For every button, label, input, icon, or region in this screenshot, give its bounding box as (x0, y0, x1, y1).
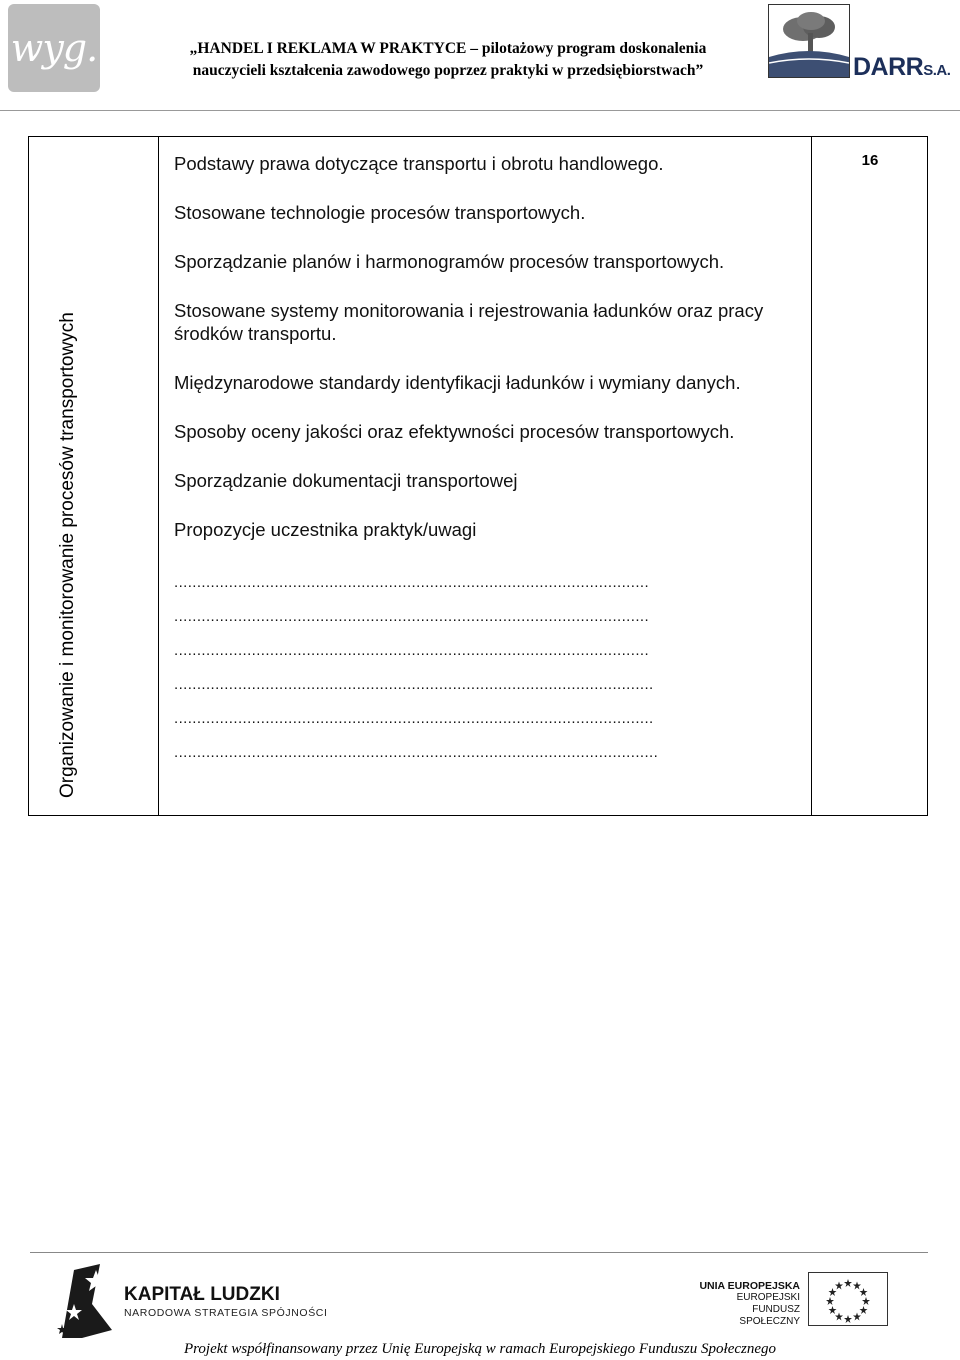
eu-line-2: EUROPEJSKI (736, 1292, 800, 1303)
dotted-line: ......................................................................................................... (174, 710, 654, 727)
darr-tree-logo (768, 4, 850, 78)
item-number: 16 (861, 152, 879, 169)
topic-item: Stosowane technologie procesów transportowych. (174, 202, 586, 223)
dotted-line: .......................................................................................................... (174, 744, 659, 761)
topic-item: Stosowane systemy monitorowania i rejestrowania ładunków oraz pracy środków transportu. (174, 300, 764, 344)
kapital-ludzki-subtitle: NARODOWA STRATEGIA SPÓJNOŚCI (124, 1307, 328, 1319)
eu-line-3: FUNDUSZ SPOŁECZNY (739, 1304, 800, 1327)
participant-notes-label: Propozycje uczestnika praktyk/uwagi (174, 519, 477, 540)
topic-item: Podstawy prawa dotyczące transportu i obrotu handlowego. (174, 153, 664, 174)
dotted-line: ........................................................................................................ (174, 608, 650, 625)
topic-item: Międzynarodowe standardy identyfikacji ładunków i wymiany danych. (174, 372, 741, 393)
header-title (148, 38, 748, 82)
footer-cofinancing-note: Projekt współfinansowany przez Unię Europejską w ramach Europejskiego Funduszu Społecznego (183, 1341, 777, 1357)
dotted-line: ........................................................................................................ (174, 642, 650, 659)
header-divider (0, 110, 960, 111)
dotted-line: ......................................................................................................... (174, 676, 654, 693)
darr-name: DARR (853, 53, 924, 81)
eu-fund-label (690, 1280, 800, 1328)
topic-item: Sporządzanie planów i harmonogramów procesów transportowych. (174, 251, 725, 272)
header-title-line-1: „HANDEL I REKLAMA W PRAKTYCE – pilotażowy program doskonalenia (189, 40, 707, 57)
kapital-ludzki-title: KAPITAŁ LUDZKI (124, 1284, 280, 1305)
dotted-line: ........................................................................................................ (174, 574, 650, 591)
topic-item: Sporządzanie dokumentacji transportowej (174, 470, 518, 491)
wyg-logo (8, 4, 100, 92)
column-divider-right (811, 136, 812, 816)
footer-divider (30, 1252, 928, 1253)
header-title-line-2: nauczycieli kształcenia zawodowego poprzez praktyki w przedsiębiorstwach” (192, 62, 704, 79)
eu-flag-icon (808, 1272, 888, 1326)
vertical-section-label: Organizowanie i monitorowanie procesów transportowych (57, 312, 78, 798)
darr-suffix: S.A. (923, 62, 951, 79)
tree-icon (769, 5, 849, 77)
topics-list (174, 152, 804, 770)
kapital-ludzki-logo-icon (52, 1260, 114, 1340)
topic-item: Sposoby oceny jakości oraz efektywności procesów transportowych. (174, 421, 735, 442)
column-divider-left (158, 136, 159, 816)
notes-dotted-lines (174, 566, 804, 770)
wyg-logo-text: wyg. (10, 26, 98, 70)
eu-head: UNIA EUROPEJSKA (699, 1280, 800, 1292)
darr-logo-text (853, 54, 950, 84)
